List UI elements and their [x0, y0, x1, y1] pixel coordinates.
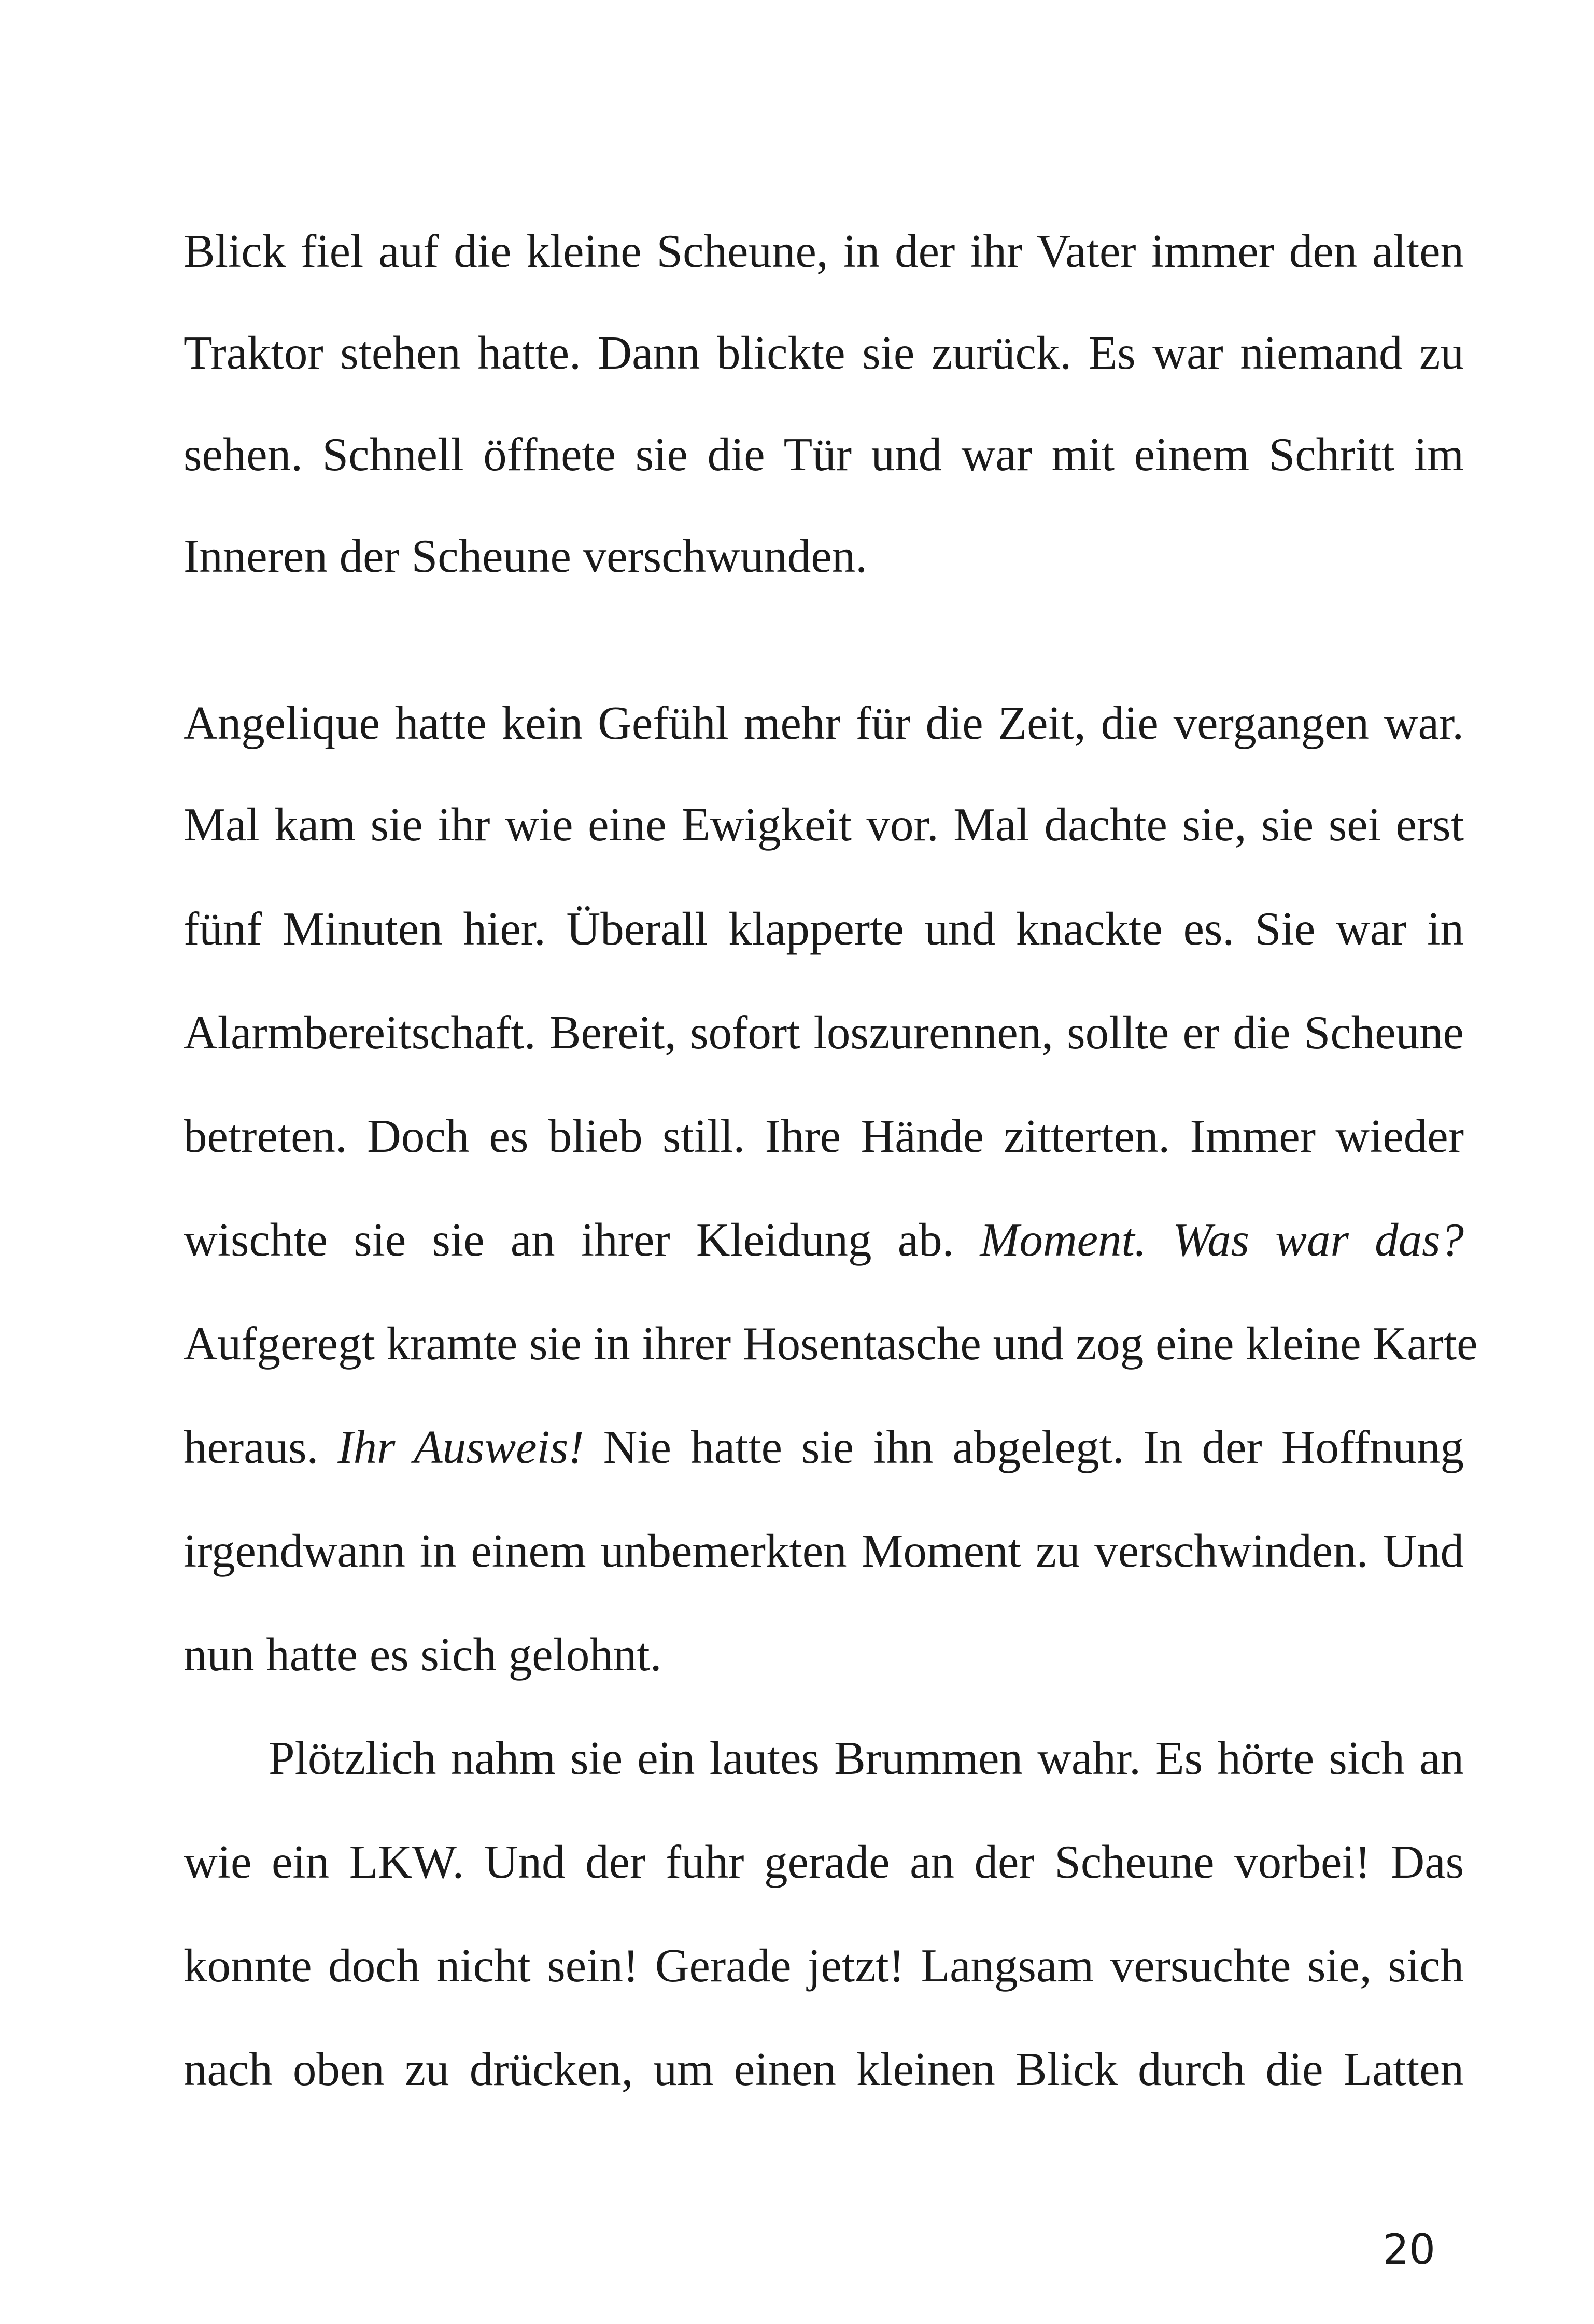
text-line: Angelique hatte kein Gefühl mehr für die Zeit, die vergangen war. — [184, 697, 1464, 749]
text-line: Traktor stehen hatte. Dann blickte sie zurück. Es war niemand zu — [184, 327, 1464, 379]
text-line: wie ein LKW. Und der fuhr gerade an der Scheune vorbei! Das — [184, 1836, 1464, 1888]
italic-text: Moment. Was war das? — [980, 1214, 1464, 1266]
text-line: Aufgeregt kramte sie in ihrer Hosentasche und zog eine kleine Karte — [184, 1317, 1478, 1370]
text-line: Plötzlich nahm sie ein lautes Brummen wahr. Es hörte sich an — [269, 1732, 1464, 1784]
text-line: Alarmbereitschaft. Bereit, sofort loszurennen, sollte er die Scheune — [184, 1006, 1464, 1059]
italic-text: Ihr Ausweis! — [337, 1421, 584, 1473]
text-line: Inneren der Scheune verschwunden. — [184, 530, 867, 582]
text-line: konnte doch nicht sein! Gerade jetzt! Langsam versuchte sie, sich — [184, 1939, 1464, 1992]
text-line: Mal kam sie ihr wie eine Ewigkeit vor. Mal dachte sie, sie sei erst — [184, 798, 1464, 851]
text-line: betreten. Doch es blieb still. Ihre Hände zitterten. Immer wieder — [184, 1110, 1464, 1162]
text-line: heraus. Ihr Ausweis! Nie hatte sie ihn abgelegt. In der Hoffnung — [184, 1421, 1464, 1473]
text-line: wischte sie sie an ihrer Kleidung ab. Moment. Was war das? — [184, 1214, 1464, 1266]
text-line: irgendwann in einem unbemerkten Moment zu verschwinden. Und — [184, 1525, 1464, 1577]
text-line: sehen. Schnell öffnete sie die Tür und war mit einem Schritt im — [184, 428, 1464, 481]
text-line: Blick fiel auf die kleine Scheune, in der ihr Vater immer den alten — [184, 225, 1464, 277]
page-number: 20 — [1383, 2226, 1435, 2274]
text-line: fünf Minuten hier. Überall klapperte und knackte es. Sie war in — [184, 903, 1464, 955]
text-line: nun hatte es sich gelohnt. — [184, 1628, 662, 1681]
text-line: nach oben zu drücken, um einen kleinen Blick durch die Latten — [184, 2043, 1464, 2095]
